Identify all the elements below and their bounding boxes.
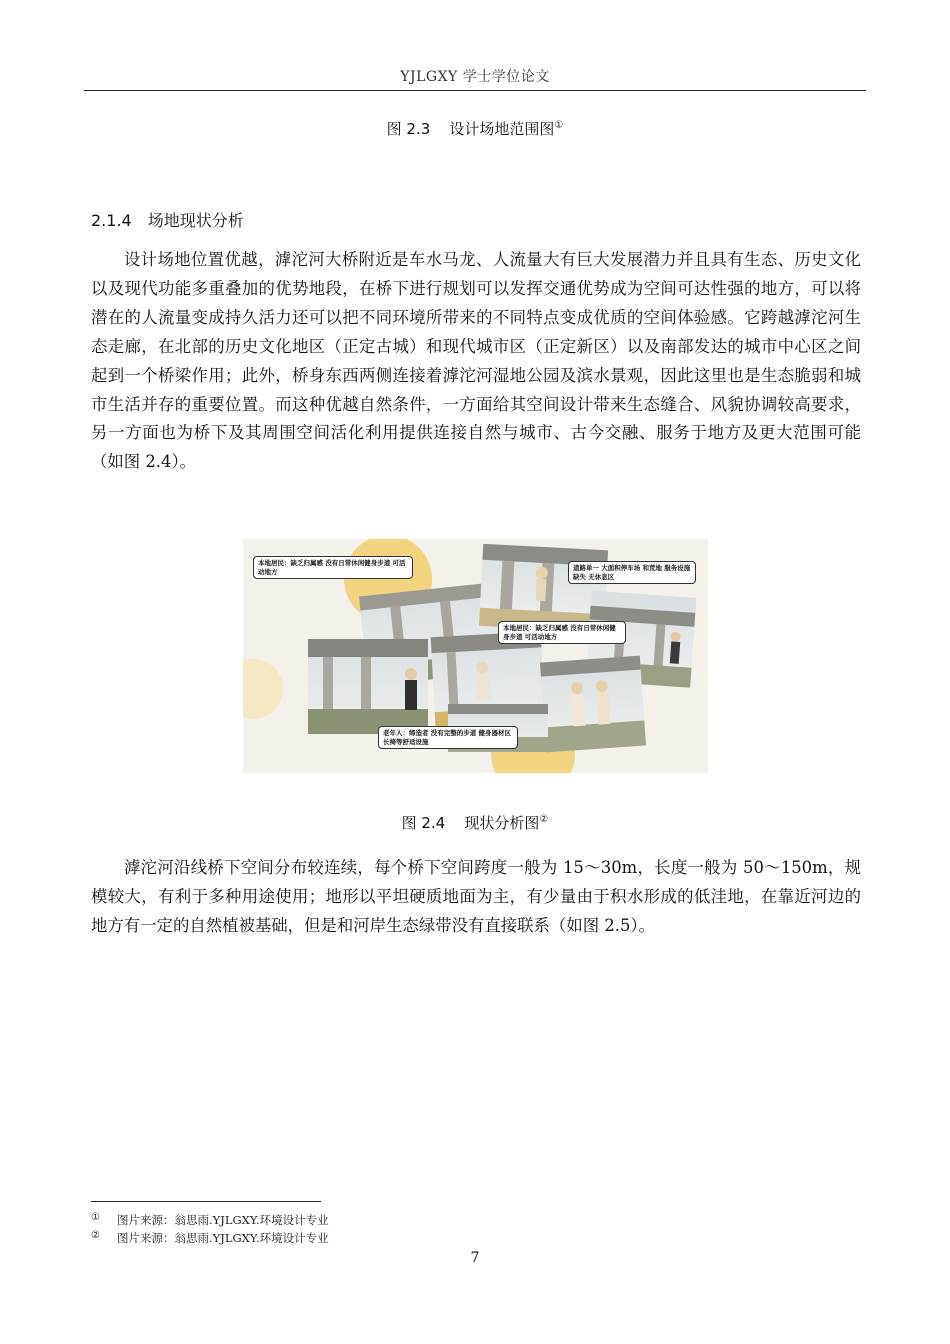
footnote-2: [91, 1230, 329, 1246]
figure-2-3-caption: [0, 118, 950, 139]
photo-under-bridge-6: [540, 656, 646, 753]
header-rule: [84, 90, 866, 91]
speech-bubble: [568, 561, 696, 584]
site-analysis-figure: [243, 539, 708, 773]
figure-2-4-label: 图 2.4: [401, 814, 446, 832]
footnote-1-mark: ①: [91, 1212, 100, 1223]
photo-under-bridge-2: [479, 544, 608, 632]
decor-circle: [243, 659, 283, 719]
footnote-1-text: 图片来源：翁思雨.YJLGXY.环境设计专业: [117, 1213, 329, 1227]
speech-bubble: [253, 556, 413, 579]
photo-under-bridge-4: [308, 639, 428, 734]
page-number: 7: [470, 1250, 480, 1266]
section-heading: [91, 208, 244, 231]
body-paragraph-2: 滹沱河沿线桥下空间分布较连续，每个桥下空间跨度一般为 15～30m，长度一般为 50～150m，规模较大，有利于多种用途使用；地形以平坦硬质地面为主，有少量由于积水形成的低洼地，在靠近河边的地方有一定的自然植被基础，但是和河岸生态绿带没有直接联系（如图 2.5）。: [91, 858, 861, 935]
footnote-1: [91, 1212, 329, 1228]
section-number: 2.1.4: [91, 211, 132, 230]
running-header: YJLGXY 学士学位论文: [400, 69, 550, 85]
footnote-rule: [91, 1201, 321, 1202]
footnote-mark-2: ②: [539, 814, 549, 825]
bubble-text: 道路单一 大面积停车场 和荒地 服务设施缺失 无休息区: [573, 564, 691, 581]
footnote-2-mark: ②: [91, 1230, 100, 1241]
footnote-mark-1: ①: [554, 120, 564, 131]
bubble-text: 本地居民：缺乏归属感 没有日常休闲健身步道 可活动地方: [258, 559, 406, 576]
figure-2-3-label: 图 2.3: [386, 120, 431, 138]
speech-bubble: [498, 621, 626, 644]
section-title: 场地现状分析: [147, 211, 244, 230]
figure-2-3-title: 设计场地范围图: [449, 120, 555, 138]
body-paragraph-1: 设计场地位置优越，滹沱河大桥附近是车水马龙、人流量大有巨大发展潜力并且具有生态、历史文化以及现代功能多重叠加的优势地段，在桥下进行规划可以发挥交通优势成为空间可达性强的地方，可以将潜在的人流量变成持久活力还可以把不同环境所带来的不同特点变成优质的空间体验感。它跨越滹沱河生态走廊，在北部的历史文化地区（正定古城）和现代城市区（正定新区）以及南部发达的城市中心区之间起到一个桥梁作用；此外，桥身东西两侧连接着滹沱河湿地公园及滨水景观，因此这里也是生态脆弱和城市生活并存的重要位置。而这种优越自然条件，一方面给其空间设计带来生态缝合、风貌协调较高要求，另一方面也为桥下及其周围空间活化利用提供连接自然与城市、古今交融、服务于地方及更大范围可能（如图 2.4）。: [91, 250, 861, 472]
figure-2-4-title: 现状分析图: [464, 814, 540, 832]
footnote-2-text: 图片来源：翁思雨.YJLGXY.环境设计专业: [117, 1231, 329, 1245]
bubble-text: 老年人：缔造者 没有完整的步道 健身器材区 长椅等舒适设施: [383, 729, 512, 746]
figure-2-4-caption: [0, 812, 950, 833]
speech-bubble: [378, 726, 518, 749]
bubble-text: 本地居民：缺乏归属感 没有日常休闲健身步道 可活动地方: [503, 624, 616, 641]
